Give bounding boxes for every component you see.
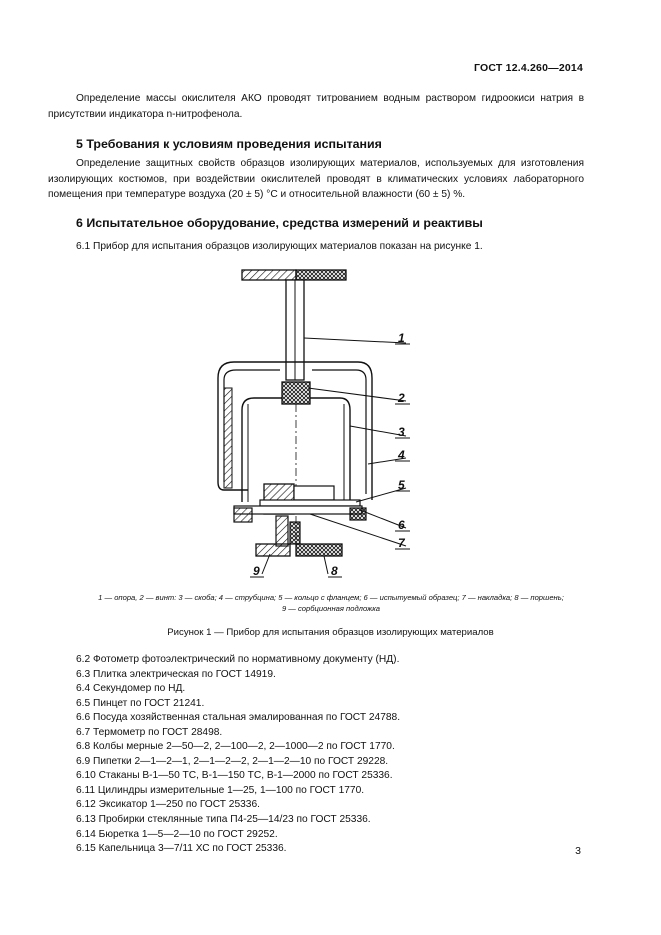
list-item: 6.9 Пипетки 2—1—2—1, 2—1—2—2, 2—1—2—10 по ГОСТ 29228.	[76, 755, 389, 767]
test-sample	[260, 500, 360, 506]
list-item: 6.11 Цилиндры измерительные 1—25, 1—100 по ГОСТ 1770.	[76, 784, 365, 796]
label-3: 3	[398, 425, 405, 439]
label-5: 5	[398, 478, 405, 492]
list-item: 6.10 Стаканы В-1—50 ТС, В-1—150 ТС, В-1—2000 по ГОСТ 25336.	[76, 770, 393, 782]
list-item: 6.14 Бюретка 1—5—2—10 по ГОСТ 29252.	[76, 828, 278, 840]
list-item: 6.4 Секундомер по НД.	[76, 683, 186, 695]
screw	[282, 382, 310, 404]
figure-legend	[40, 592, 622, 614]
piston	[296, 544, 342, 556]
label-8: 8	[331, 564, 338, 578]
page-number: 3	[575, 845, 581, 857]
figure-legend-line-1: 1 — опора, 2 — винт: 3 — скоба; 4 — струбцина; 5 — кольцо с фланцем; 6 — испытуемый образец; 7 — накладка; 8 — поршень;	[98, 593, 564, 602]
list-item: 6.5 Пинцет по ГОСТ 21241.	[76, 697, 205, 709]
support-plate-left	[242, 270, 296, 280]
list-item: 6.3 Плитка электрическая по ГОСТ 14919.	[76, 668, 276, 680]
label-9: 9	[253, 564, 260, 578]
section-6-intro: 6.1 Прибор для испытания образцов изолирующих материалов показан на рисунке 1.	[76, 241, 483, 252]
list-item: 6.8 Колбы мерные 2—50—2, 2—100—2, 2—1000—2 по ГОСТ 1770.	[76, 741, 395, 753]
list-item: 6.13 Пробирки стеклянные типа П4-25—14/23 по ГОСТ 25336.	[76, 814, 371, 826]
list-item: 6.7 Термометр по ГОСТ 28498.	[76, 726, 223, 738]
section-5-heading: 5 Требования к условиям проведения испытания	[76, 137, 382, 151]
apparatus-figure	[200, 258, 420, 588]
section-6-heading: 6 Испытательное оборудование, средства измерений и реактивы	[76, 216, 483, 230]
label-1: 1	[398, 331, 405, 345]
label-2: 2	[398, 391, 405, 405]
list-item: 6.12 Эксикатор 1—250 по ГОСТ 25336.	[76, 799, 260, 811]
figure-caption: Рисунок 1 — Прибор для испытания образцов изолирующих материалов	[167, 627, 494, 638]
support-plate-right	[296, 270, 346, 280]
label-4: 4	[398, 448, 405, 462]
overlay-plate	[234, 506, 362, 514]
equipment-list	[76, 653, 400, 857]
list-item: 6.6 Посуда хозяйственная стальная эмалированная по ГОСТ 24788.	[76, 712, 401, 724]
list-item: 6.15 Капельница 3—7/11 ХС по ГОСТ 25336.	[76, 843, 287, 855]
label-6: 6	[398, 518, 405, 532]
figure-legend-line-2: 9 — сорбционная подложка	[281, 604, 381, 613]
standard-header: ГОСТ 12.4.260—2014	[474, 62, 583, 74]
sorption-pad	[256, 544, 290, 556]
label-7: 7	[398, 536, 405, 550]
list-item: 6.2 Фотометр фотоэлектрический по нормативному документу (НД).	[76, 654, 400, 665]
section-5-text: Определение защитных свойств образцов изолирующих материалов, используемых для изготовления изолирующих костюмов, при воздействии окислителей проводят в климатических условиях лабораторного помещения при температуре воздуха (20 ± 5) °С и относительной влажности (60 ± 5) %.	[48, 158, 584, 201]
intro-paragraph: Определение массы окислителя АКО проводят титрованием водным раствором гидроокиси натрия в присутствии индикатора n-нитрофенола.	[48, 93, 584, 120]
